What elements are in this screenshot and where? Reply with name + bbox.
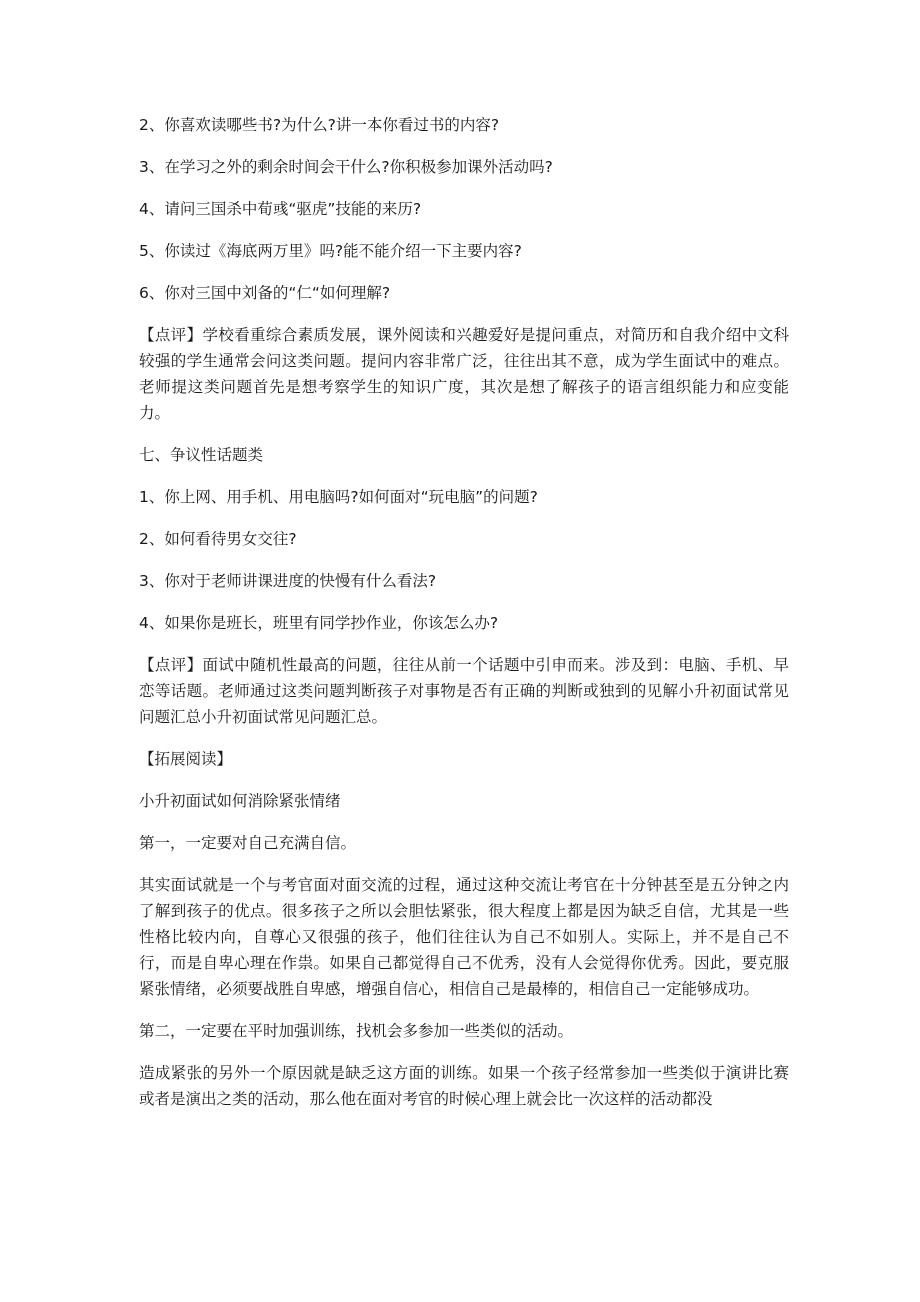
body-paragraph: 其实面试就是一个与考官面对面交流的过程，通过这种交流让考官在十分钟甚至是五分钟之内了解到孩子的优点。很多孩子之所以会胆怯紧张，很大程度上都是因为缺乏自信，尤其是一些性格比较内向，自尊心又很强的孩子，他们往往认为自己不如别人。实际上，并不是自己不行，而是自卑心理在作祟。如果自己都觉得自己不优秀，没有人会觉得你优秀。因此，要克服紧张情绪，必须要战胜自卑感，增强自信心，相信自己是最棒的，相信自己一定能够成功。 <box>139 876 789 998</box>
extended-reading-heading: 【拓展阅读】 <box>139 750 233 768</box>
question-item: 2、你喜欢读哪些书?为什么?讲一本你看过书的内容? <box>139 116 500 134</box>
point-heading: 第二，一定要在平时加强训练，找机会多参加一些类似的活动。 <box>139 1022 574 1040</box>
section-heading: 七、争议性话题类 <box>139 446 264 464</box>
commentary-paragraph: 【点评】面试中随机性最高的问题，往往从前一个话题中引申而来。涉及到：电脑、手机、早恋等话题。老师通过这类问题判断孩子对事物是否有正确的判断或独到的见解小升初面试常见问题汇总小升初面试常见问题汇总。 <box>139 656 789 726</box>
question-item: 1、你上网、用手机、用电脑吗?如何面对“玩电脑”的问题? <box>139 488 538 506</box>
point-heading: 第一，一定要对自己充满自信。 <box>139 834 357 852</box>
question-item: 4、请问三国杀中荀彧“驱虎”技能的来历? <box>139 200 422 218</box>
document-body <box>139 112 789 1128</box>
question-item: 5、你读过《海底两万里》吗?能不能介绍一下主要内容? <box>139 242 522 260</box>
question-item: 3、在学习之外的剩余时间会干什么?你积极参加课外活动吗? <box>139 158 553 176</box>
article-title: 小升初面试如何消除紧张情绪 <box>139 792 341 810</box>
question-item: 2、如何看待男女交往? <box>139 530 297 548</box>
question-item: 4、如果你是班长，班里有同学抄作业，你该怎么办? <box>139 614 499 632</box>
question-item: 6、你对三国中刘备的“仁“如何理解? <box>139 284 391 302</box>
body-paragraph: 造成紧张的另外一个原因就是缺乏这方面的训练。如果一个孩子经常参加一些类似于演讲比赛或者是演出之类的活动，那么他在面对考官的时候心理上就会比一次这样的活动都没 <box>139 1064 789 1108</box>
commentary-paragraph: 【点评】学校看重综合素质发展，课外阅读和兴趣爱好是提问重点，对简历和自我介绍中文科较强的学生通常会问这类问题。提问内容非常广泛，往往出其不意，成为学生面试中的难点。老师提这类问题首先是想考察学生的知识广度，其次是想了解孩子的语言组织能力和应变能力。 <box>139 326 789 422</box>
question-item: 3、你对于老师讲课进度的快慢有什么看法? <box>139 572 437 590</box>
